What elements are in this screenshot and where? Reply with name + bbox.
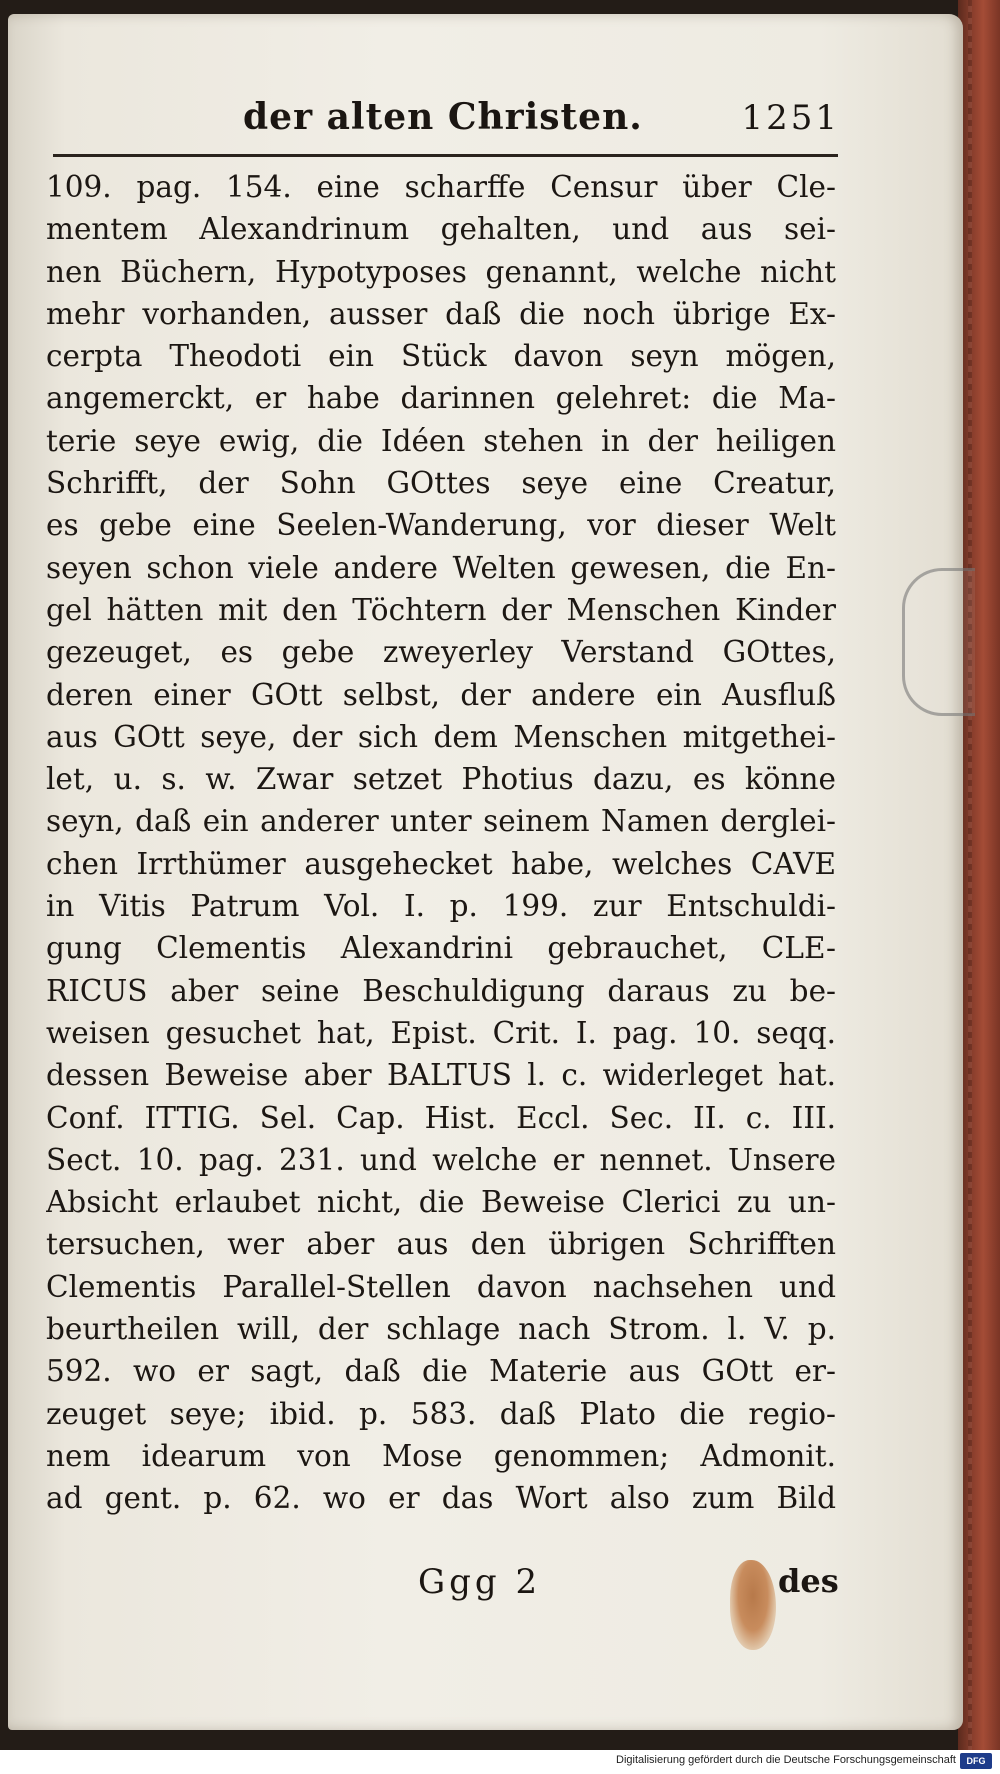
text-line: aus GOtt seye, der sich dem Menschen mitgethei- (46, 719, 836, 754)
text-line: Schrifft, der Sohn GOttes seye eine Creatur, (46, 466, 836, 501)
text-line: dessen Beweise aber BALTUS l. c. widerleget hat. (46, 1058, 836, 1093)
text-line: nen Büchern, Hypotyposes genannt, welche nicht (46, 254, 836, 289)
text-line: 109. pag. 154. eine scharffe Censur über Cle- (46, 170, 836, 204)
text-line: angemerckt, er habe darinnen gelehret: die Ma- (46, 381, 836, 416)
signature-mark: Ggg 2 (418, 1562, 542, 1602)
credit-text: Digitalisierung gefördert durch die Deutsche Forschungsgemeinschaft (616, 1754, 956, 1766)
body-text (46, 166, 836, 1520)
text-line: Conf. ITTIG. Sel. Cap. Hist. Eccl. Sec. II. c. III. (46, 1100, 836, 1135)
running-head: der alten Christen. (243, 96, 643, 138)
page-clip (902, 568, 975, 716)
credit-bar (0, 1750, 1000, 1774)
text-line: cerpta Theodoti ein Stück davon seyn mögen, (46, 339, 836, 374)
text-line: 592. wo er sagt, daß die Materie aus GOtt er- (46, 1354, 836, 1389)
page-number: 1251 (741, 98, 840, 138)
book-edge (958, 0, 1000, 1750)
text-line: gezeuget, es gebe zweyerley Verstand GOttes, (46, 635, 836, 670)
text-line: Absicht erlaubet nicht, die Beweise Clerici zu un- (46, 1185, 836, 1220)
dfg-logo: DFG (960, 1753, 992, 1769)
paper-stain (730, 1560, 776, 1650)
text-line: deren einer GOtt selbst, der andere ein Ausfluß (46, 677, 836, 712)
text-line: Sect. 10. pag. 231. und welche er nennet. Unsere (46, 1142, 836, 1177)
text-line: gung Clementis Alexandrini gebrauchet, CLE- (46, 931, 836, 966)
text-line: seyn, daß ein anderer unter seinem Namen derglei- (46, 804, 836, 839)
header-rule (53, 154, 838, 157)
text-line: chen Irrthümer ausgehecket habe, welches CAVE (46, 846, 836, 881)
book-page (8, 14, 963, 1730)
text-line: beurtheilen will, der schlage nach Strom. l. V. p. (46, 1312, 836, 1347)
text-line: in Vitis Patrum Vol. I. p. 199. zur Entschuldi- (46, 889, 836, 924)
catchword: des (778, 1562, 839, 1600)
text-line: let, u. s. w. Zwar setzet Photius dazu, es könne (46, 762, 836, 797)
text-line: terie seye ewig, die Idéen stehen in der heiligen (46, 423, 836, 458)
text-line: gel hätten mit den Töchtern der Menschen Kinder (46, 592, 836, 627)
text-line: nem idearum von Mose genommen; Admonit. (46, 1438, 836, 1473)
text-line: ad gent. p. 62. wo er das Wort also zum Bild (46, 1481, 836, 1516)
text-line: zeuget seye; ibid. p. 583. daß Plato die regio- (46, 1396, 836, 1431)
text-line: tersuchen, wer aber aus den übrigen Schrifften (46, 1227, 836, 1262)
text-line: Clementis Parallel-Stellen davon nachsehen und (46, 1269, 836, 1304)
text-line: RICUS aber seine Beschuldigung daraus zu be- (46, 973, 836, 1008)
text-line: es gebe eine Seelen-Wanderung, vor dieser Welt (46, 508, 836, 543)
page-footer (8, 1562, 963, 1622)
text-line: mentem Alexandrinum gehalten, und aus sei- (46, 212, 836, 247)
text-line: seyen schon viele andere Welten gewesen, die En- (46, 550, 836, 585)
text-line: weisen gesuchet hat, Epist. Crit. I. pag. 10. seqq. (46, 1015, 836, 1050)
text-line: mehr vorhanden, ausser daß die noch übrige Ex- (46, 296, 836, 331)
